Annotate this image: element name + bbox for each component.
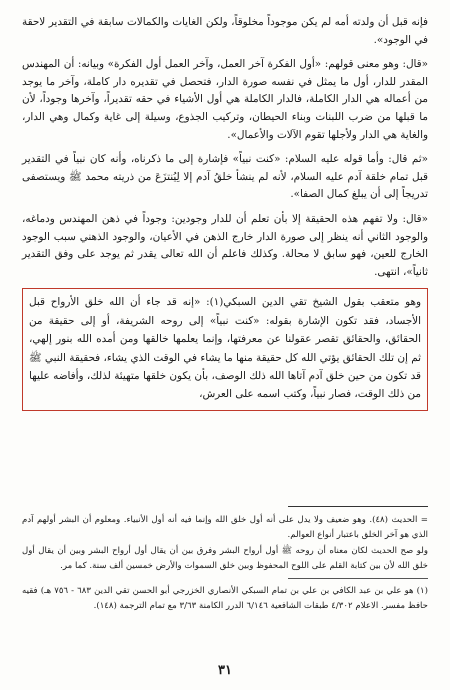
footnote-continued-1: = الحديث (٤٨). وهو ضعيف ولا يدل على أنه أول خلق الله وإنما فيه أنه أول الأنبياء. ومعلوم أن البشر أولهم آدم الذي هو آخر الخلق باعتبار أنواع العوالم. <box>22 515 428 540</box>
footnote-continued-2: ولو صح الحديث لكان معناه أن روحه ﷺ أول أرواح البشر وفرق بين أن يقال أول أرواح البشر وبين أن يقال أول خلق الله لأن بين كتابة القلم على اللوح المحفوظ وبين خلق السموات والأرض خمسين ألف سنة. كما مر. <box>22 546 428 571</box>
footnote-divider <box>288 578 428 579</box>
paragraph-3: «ثم قال: وأما قوله عليه السلام: «كنت نبياً» فإشارة إلى ما ذكرناه، وأنه كان نبياً في التقدير قبل تمام خلقة آدم عليه السلام، لأنه لم ينشأ خلقُ آدم إلا لِيُنتزَعَ من ذريته محمد ﷺ ويستصفى تدريجاً إلى أن يبلغ كمال الصفا». <box>22 153 428 201</box>
footnotes <box>22 513 428 616</box>
page-number: ٣١ <box>218 663 232 678</box>
footnote-separator <box>288 506 428 507</box>
footnote-1: (١) هو علي بن عبد الكافي بن علي بن تمام السبكي الأنصاري الخزرجي أبو الحسن تقي الدين ٦٨٣ - ٧٥٦ هـ) فقيه حافظ مفسر. الاعلام ٤/٣٠٢ طبقات الشافعية ٦/١٤٦ الدرر الكامنة ٣/٦٣ مع تمام الترجمة (١٤٨). <box>22 586 428 611</box>
paragraph-2: «قال: وهو معنى قولهم: «أول الفكرة آخر العمل، وآخر العمل أول الفكرة» وبيانه: أن المهندس المقدر للدار، أول ما يمثل في نفسه صورة الدار، فتحصل في تقديره دار كاملة، وآخر ما يوجد من أعماله هي الدار الكاملة، فالدار الكاملة هي أول الأشياء في حقه تقديراً، وآخرها وجوداً، لأن ما قبلها من ضرب اللبنات وبناء الحيطان، وتركيب الجذوع، وسيلة إلى غاية وكمال وهي الدار، والغاية هي الدار ولأجلها تقوم الآلات والأعمال». <box>22 58 428 141</box>
paragraph-1: فإنه قبل أن ولدته أمه لم يكن موجوداً مخلوقاً، ولكن الغايات والكمالات سابقة في التقدير لاحقة في الوجود». <box>22 16 428 46</box>
highlighted-box <box>22 288 428 410</box>
highlighted-paragraph: وهو متعقب بقول الشيخ تقي الدين السبكي(١): «إنه قد جاء أن الله خلق الأرواح قبل الأجساد، فقد تكون الإشارة بقوله: «كنت نبياً» إلى روحه الشريفة، أو إلى حقيقة من الحقائق، والحقائق تقصر عقولنا عن معرفتها، وإنما يعلمها خالقها ومن أمده الله بنور إلهي، ثم إن تلك الحقائق يؤتي الله كل حقيقة منها ما يشاء في الوقت الذي يشاء، فحقيقة النبي ﷺ قد تكون من حين خلق آدم آتاها الله ذلك الوصف، بأن يكون خلقها متهيئة لذلك، وأفاضه عليها من ذلك الوقت، فصار نبياً، وكتب اسمه على العرش، <box>29 296 421 401</box>
paragraph-4: «قال: ولا تفهم هذه الحقيقة إلا بأن تعلم أن للدار وجودين: وجوداً في ذهن المهندس ودماغه، والوجود الثاني أنه ينظر إلى صورة الدار خارج الذهن في الأعيان، والوجود الذهني سبب الوجود الخارج للعين، فهو سابق لا محالة. وكذلك فاعلم أن الله تعالى يقدر ثم يوجد على وفق التقدير ثانياً»، انتهى. <box>22 212 428 278</box>
body-text <box>22 14 428 411</box>
